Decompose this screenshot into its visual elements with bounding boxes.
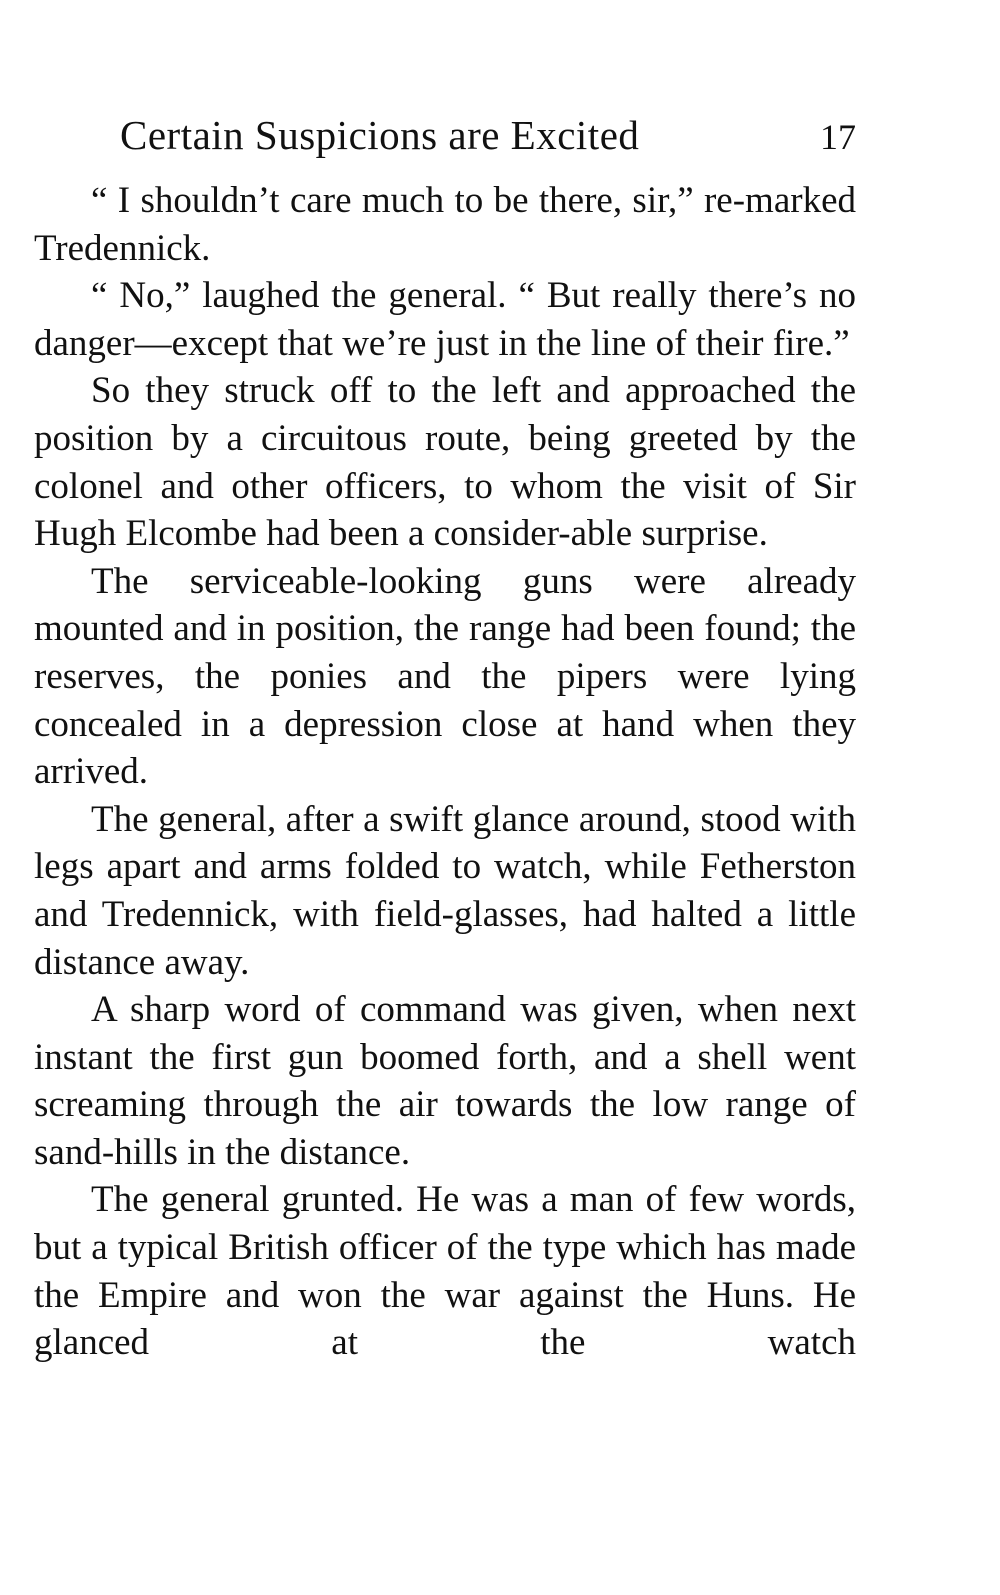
body-text <box>34 177 856 1367</box>
paragraph: “ No,” laughed the general. “ But really there’s no danger—except that we’re just in the line of their fire.” <box>34 275 856 364</box>
page-number: 17 <box>820 117 856 157</box>
paragraph: So they struck off to the left and approached the position by a circuitous route, being greeted by the colonel and other officers, to whom the visit of Sir Hugh Elcombe had been a consider-able surprise. <box>34 370 856 555</box>
paragraph: The general, after a swift glance around, stood with legs apart and arms folded to watch, while Fetherston and Tredennick, with field-glasses, had halted a little distance away. <box>34 798 856 983</box>
running-title: Certain Suspicions are Excited <box>120 112 640 158</box>
paragraph: A sharp word of command was given, when next instant the first gun boomed forth, and a shell went screaming through the air towards the low range of sand-hills in the distance. <box>34 989 856 1173</box>
running-head <box>120 108 856 162</box>
paragraph: The general grunted. He was a man of few words, but a typical British officer of the type which has made the Empire and won the war against the Huns. He glanced at the watch <box>34 1179 856 1364</box>
paragraph: “ I shouldn’t care much to be there, sir,” re-marked Tredennick. <box>34 180 856 269</box>
paragraph: The serviceable-looking guns were already mounted and in position, the range had been found; the reserves, the ponies and the pipers were lying concealed in a depression close at hand when they arrived. <box>34 560 856 793</box>
